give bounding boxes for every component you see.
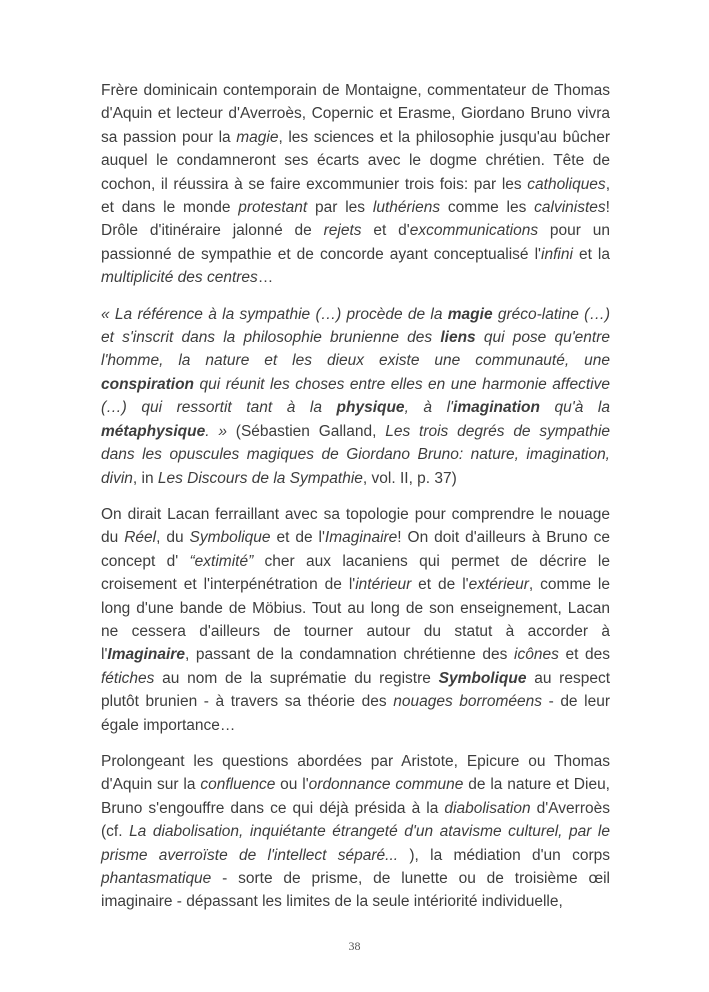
text-run: de la nature et Dieu, Bruno s'engouffre dans ce qui déjà présida à la — [101, 776, 610, 817]
text-run: Symbolique — [189, 529, 271, 547]
text-run: . » — [205, 422, 236, 440]
text-run: Prolongeant les questions abordées par Aristote, Epicure ou Thomas d'Aquin sur la — [101, 752, 610, 794]
text-run: - sorte de prisme, de lunette ou de troisième œil imaginaire - dépassant les limites de la seule intériorité individuelle, — [101, 870, 610, 911]
text-run: qu'à la — [540, 399, 610, 417]
text-run: , vol. II, p. 37) — [362, 469, 457, 487]
text-run: Symbolique — [438, 669, 527, 687]
text-run: confluence — [200, 776, 276, 794]
text-run: qui pose qu'entre l'homme, la nature et les dieux existe une communauté, une — [101, 329, 611, 370]
text-run: infini — [541, 245, 573, 263]
text-run: multiplicité des centres — [101, 269, 258, 287]
text-run: icônes — [514, 646, 559, 664]
text-run: au nom de la suprématie du registre — [154, 669, 439, 687]
text-run: , in — [132, 469, 158, 487]
text-run: , passant de la condamnation chrétienne des — [184, 646, 515, 664]
text-run: ! Drôle d'itinéraire jalonné de — [101, 199, 610, 240]
text-run: extérieur — [468, 576, 529, 594]
text-run: excommunications — [409, 222, 539, 240]
paragraph — [101, 79, 610, 290]
text-run: cher aux lacaniens qui permet de décrire le croisement et l'interpénétration de l' — [101, 552, 610, 594]
text-run: , et dans le monde — [101, 175, 610, 217]
text-run: , du — [156, 529, 190, 547]
text-run: , les sciences et la philosophie jusqu'au bûcher auquel le condamneront ses écarts avec le dogme chrétien. Tête de cochon, il réussira à se faire excommunier trois fois: par les — [101, 128, 610, 193]
text-run: La diabolisation, inquiétante étrangeté d'un atavisme culturel, par le prisme averroïste de l'intellect séparé... — [101, 823, 610, 864]
text-block — [101, 79, 610, 927]
text-run: au respect plutôt brunien - à travers sa théorie des — [101, 669, 611, 711]
text-run: fétiches — [101, 669, 155, 687]
text-run: imagination — [453, 399, 540, 417]
paragraph — [101, 503, 610, 737]
text-run: magie — [447, 305, 493, 323]
text-run: et de l' — [411, 576, 469, 594]
text-run: “extimité” — [189, 552, 254, 570]
text-run: Imaginaire — [107, 646, 185, 664]
text-run: métaphysique — [101, 422, 206, 440]
text-run: protestant — [238, 199, 308, 217]
text-run: - de leur égale importance… — [101, 693, 610, 734]
text-run: Les Discours de la Sympathie — [157, 469, 363, 487]
text-run: ), la médiation d'un corps — [398, 846, 610, 864]
text-run: comme les — [440, 199, 535, 217]
text-run: intérieur — [355, 576, 412, 594]
text-run: Les trois degrés de sympathie dans les opuscules magiques de Giordano Bruno: nature, imagination, divin — [101, 422, 611, 487]
text-run: et des — [558, 646, 611, 664]
text-run: gréco-latine (…) et s'inscrit dans la philosophie brunienne des — [101, 305, 610, 347]
text-run: liens — [440, 329, 476, 347]
text-run: , à l' — [404, 399, 454, 417]
paragraph — [101, 303, 610, 490]
text-run: Imaginaire — [324, 529, 398, 547]
text-run: et la — [572, 245, 611, 263]
text-run: nouages borroméens — [393, 693, 542, 711]
text-run: par les — [307, 199, 373, 217]
text-run: d'Averroès (cf. — [101, 799, 610, 841]
text-run: calvinistes — [534, 199, 606, 217]
text-run: Réel — [124, 529, 157, 547]
text-run: et de l' — [270, 529, 325, 547]
text-run: « La référence à la sympathie (…) procède de la — [101, 305, 448, 323]
text-run: Frère dominicain contemporain de Montaigne, commentateur de Thomas d'Aquin et lecteur d'Averroès, Copernic et Erasme, Giordano Bruno vivra sa passion pour la — [101, 82, 610, 146]
text-run: phantasmatique — [101, 870, 212, 887]
text-run: pour un passionné de sympathie et de concorde ayant conceptualisé l' — [101, 222, 610, 263]
text-run: (Sébastien Galland, — [235, 422, 386, 440]
text-run: catholiques — [527, 175, 606, 193]
text-run: luthériens — [372, 199, 441, 217]
text-run: diabolisation — [444, 799, 531, 817]
text-run: conspiration — [101, 375, 195, 393]
text-run: ordonnance commune — [308, 776, 464, 794]
text-run: et d' — [361, 222, 410, 240]
page-number: 38 — [348, 939, 361, 953]
text-run: … — [257, 269, 274, 287]
text-run: physique — [336, 399, 405, 417]
paragraph — [101, 750, 610, 914]
text-run: On dirait Lacan ferraillant avec sa topologie pour comprendre le nouage du — [101, 505, 610, 547]
text-run: , comme le long d'une bande de Möbius. Tout au long de son enseignement, Lacan ne cessera d'ailleurs de tourner autour du statut à accorder à l' — [101, 576, 610, 664]
text-run: ! On doit d'ailleurs à Bruno ce concept d' — [101, 529, 610, 570]
text-run: rejets — [323, 222, 362, 240]
text-run: qui réunit les choses entre elles en une harmonie affective (…) qui ressortit tant à la — [101, 375, 610, 417]
text-run: ou l' — [275, 776, 309, 794]
text-run: magie — [236, 128, 279, 146]
